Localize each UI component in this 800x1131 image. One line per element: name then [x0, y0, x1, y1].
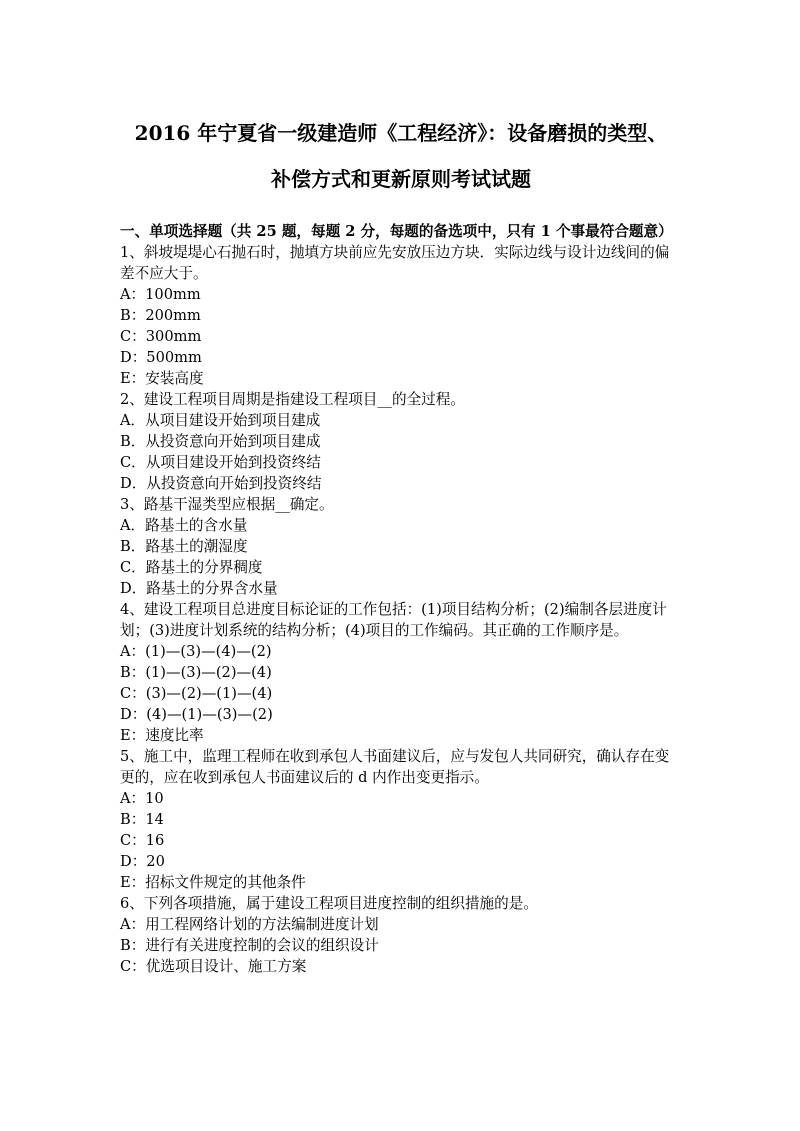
document-title-line-1: 2016 年宁夏省一级建造师《工程经济》：设备磨损的类型、	[134, 121, 668, 145]
question-stem: 5、施工中，监理工程师在收到承包人书面建议后，应与发包人共同研究，确认存在变更的，应在收到承包人书面建议后的 d 内作出变更指示。	[120, 748, 670, 786]
answer-option: A：10	[120, 790, 164, 807]
answer-option: C：300mm	[120, 328, 202, 345]
answer-option: C：16	[120, 832, 165, 849]
question-1	[120, 242, 682, 389]
answer-option: E：速度比率	[120, 727, 204, 744]
question-stem: 2、建设工程项目周期是指建设工程项目__的全过程。	[120, 391, 465, 408]
section-heading: 一、单项选择题（共 25 题，每题 2 分，每题的备选项中，只有 1 个事最符合题意）	[120, 223, 673, 240]
answer-option: A：用工程网络计划的方法编制进度计划	[120, 916, 379, 933]
answer-option: D．从投资意向开始到投资终结	[120, 475, 322, 492]
question-2	[120, 389, 682, 494]
answer-option: C：优选项目设计、施工方案	[120, 958, 307, 975]
answer-option: D：500mm	[120, 349, 202, 366]
question-stem: 4、建设工程项目总进度目标论证的工作包括：(1)项目结构分析；(2)编制各层进度计划；(3)进度计划系统的结构分析；(4)项目的工作编码。其正确的工作顺序是。	[120, 601, 667, 639]
question-3	[120, 494, 682, 599]
answer-option: B：200mm	[120, 307, 201, 324]
answer-option: D：(4)—(1)—(3)—(2)	[120, 706, 273, 723]
question-stem: 3、路基干湿类型应根据__确定。	[120, 496, 334, 513]
question-5	[120, 746, 682, 893]
answer-option: B．从投资意向开始到项目建成	[120, 433, 321, 450]
answer-option: A：(1)—(3)—(4)—(2)	[120, 643, 272, 660]
answer-option: B：14	[120, 811, 164, 828]
document-title-line-2: 补偿方式和更新原则考试试题	[271, 167, 531, 191]
answer-option: E：招标文件规定的其他条件	[120, 874, 306, 891]
answer-option: E：安装高度	[120, 370, 204, 387]
answer-option: C．路基土的分界稠度	[120, 559, 263, 576]
answer-option: D：20	[120, 853, 165, 870]
answer-option: B：进行有关进度控制的会议的组织设计	[120, 937, 379, 954]
answer-option: A：100mm	[120, 286, 201, 303]
answer-option: C．从项目建设开始到投资终结	[120, 454, 321, 471]
answer-option: B．路基土的潮湿度	[120, 538, 248, 555]
question-stem: 1、斜坡堤堤心石抛石时，抛填方块前应先安放压边方块．实际边线与设计边线间的偏差不应大于。	[120, 244, 670, 282]
question-6	[120, 893, 682, 977]
answer-option: A．从项目建设开始到项目建成	[120, 412, 321, 429]
question-4	[120, 599, 682, 746]
answer-option: A．路基土的含水量	[120, 517, 248, 534]
answer-option: C：(3)—(2)—(1)—(4)	[120, 685, 273, 702]
answer-option: D．路基土的分界含水量	[120, 580, 278, 597]
answer-option: B：(1)—(3)—(2)—(4)	[120, 664, 272, 681]
question-stem: 6、下列各项措施，属于建设工程项目进度控制的组织措施的是。	[120, 895, 538, 912]
